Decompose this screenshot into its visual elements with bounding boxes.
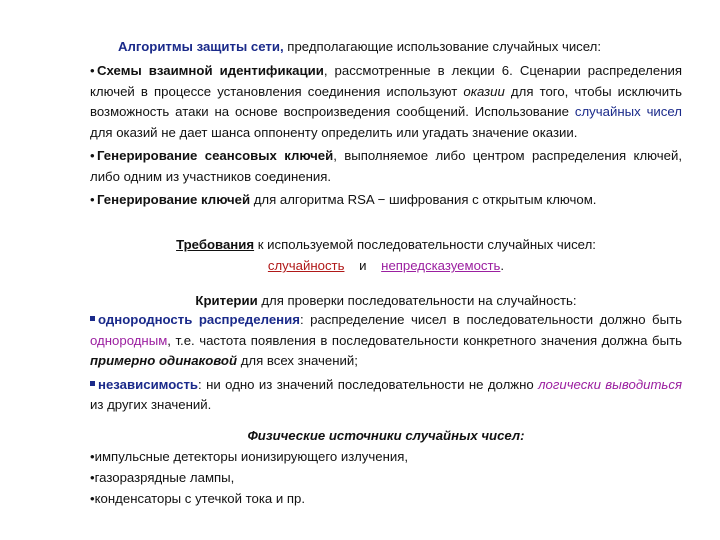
criteria-bold-italic: примерно одинаковой: [90, 353, 238, 368]
criteria-text: : ни одно из значений последовательности не должно: [198, 376, 539, 392]
algorithms-list: [90, 61, 682, 211]
item-text: для оказий не дает шанса оппоненту определить или угадать значение оказии.: [90, 124, 578, 140]
period: .: [500, 258, 505, 273]
and-word: и: [359, 258, 367, 273]
requirements-title: Требования: [176, 237, 255, 252]
physical-list: [90, 446, 682, 509]
item-bold: Генерирование сеансовых ключей: [97, 148, 334, 163]
bullet-icon: •: [90, 449, 95, 464]
criteria-bold: независимость: [98, 376, 199, 392]
list-item-identification: [90, 61, 682, 143]
item-bold: Генерирование ключей: [97, 192, 251, 207]
physical-item: [90, 446, 682, 467]
physical-item-text: конденсаторы с утечкой тока и пр.: [94, 491, 306, 506]
requirements-text: к используемой последовательности случайных чисел:: [254, 237, 596, 252]
intro-rest: предполагающие использование случайных чисел:: [283, 39, 602, 54]
bullet-icon: •: [90, 148, 95, 163]
physical-heading: Физические источники случайных чисел:: [247, 428, 525, 443]
criteria-item-uniformity: [90, 310, 682, 372]
physical-item: [90, 467, 682, 488]
criteria-text: , т.е. частота появления в последовательности конкретного значения должна быть: [167, 332, 682, 348]
square-bullet-icon: [90, 316, 95, 321]
criteria-title: Критерии: [195, 293, 258, 308]
physical-item-text: газоразрядные лампы,: [94, 470, 235, 485]
criteria-text: : распределение чисел в последовательности должно быть: [299, 312, 682, 327]
intro-line: [118, 37, 682, 58]
criteria-item-independence: [90, 375, 682, 416]
randomness-link[interactable]: случайность: [267, 258, 345, 273]
physical-item-text: импульсные детекторы ионизирующего излучения,: [94, 449, 409, 464]
criteria-highlight: однородным: [90, 332, 168, 348]
physical-item: [90, 488, 682, 509]
item-highlight: случайных чисел: [574, 104, 682, 119]
requirements-line: [90, 235, 682, 256]
list-item-session-keys: [90, 146, 682, 187]
bullet-icon: •: [90, 491, 95, 506]
bullet-icon: •: [90, 192, 95, 207]
criteria-text: для проверки последовательности на случайность:: [257, 293, 577, 308]
item-italic: оказии: [463, 83, 505, 99]
item-text: , выполняемое либо центром распределения ключей, либо одним из участников соединения.: [90, 148, 682, 184]
unpredictability-link[interactable]: непредсказуемость: [381, 258, 501, 273]
criteria-text: для всех значений;: [237, 353, 358, 368]
bullet-icon: •: [90, 470, 95, 485]
bullet-icon: •: [90, 63, 95, 78]
criteria-bold: однородность распределения: [98, 312, 300, 327]
item-text: , рассмотренные в лекции 6. Сценарии распределения ключей в процессе установления соединения используют: [90, 63, 682, 99]
criteria-highlight: логически выводиться: [538, 376, 682, 392]
item-text: для того, чтобы исключить возможность атаки на основе воспроизведения сообщений. Использование: [90, 83, 682, 119]
criteria-text: из других значений.: [90, 397, 212, 412]
requirements-values: [90, 256, 682, 277]
criteria-list: [90, 310, 682, 416]
item-bold: Схемы взаимной идентификации: [97, 63, 324, 78]
criteria-line: [90, 291, 682, 312]
list-item-rsa-keys: [90, 190, 682, 211]
physical-title: [90, 426, 682, 447]
item-text: для алгоритма RSA − шифрования с открытым ключом.: [250, 192, 597, 207]
square-bullet-icon: [90, 381, 95, 386]
intro-title: Алгоритмы защиты сети,: [118, 39, 284, 54]
